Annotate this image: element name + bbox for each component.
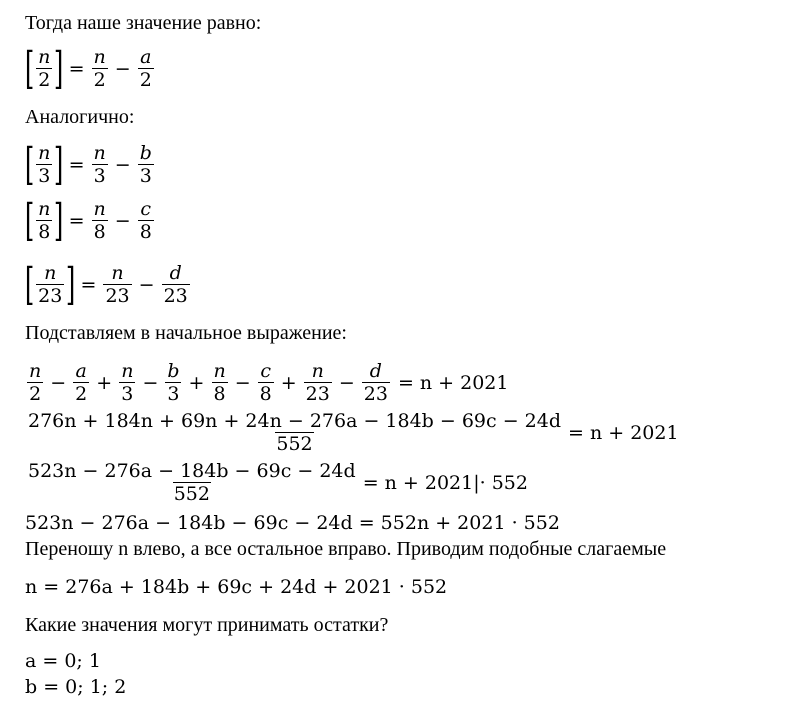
combined-fraction bbox=[27, 410, 562, 455]
floor-bracket-left: [ bbox=[24, 258, 35, 310]
reduced-fraction-equation bbox=[25, 460, 528, 505]
floor-equation-8: [ $\frac{n}{8}$ ] = $\frac{n}{8}$ − $\frac{c}{8}$ bbox=[24, 194, 152, 246]
floor-bracket-right: ] bbox=[54, 138, 64, 190]
floor-bracket-left: [ bbox=[24, 194, 35, 246]
fraction: $\frac{n}{2}$ bbox=[93, 46, 106, 91]
combined-numerator: 276n + 184n + 69n + 24n − 276a − 184b − 69c − 24d bbox=[28, 410, 562, 432]
sum-rhs: = n + 2021 bbox=[397, 371, 509, 394]
combined-rhs: = n + 2021 bbox=[568, 421, 679, 444]
expanded-equation: 523n − 276a − 184b − 69c − 24d = 552n + 2021 · 552 bbox=[25, 512, 560, 534]
sum-equation: $\frac{n}{2}$ − $\frac{a}{2}$ + $\frac{n}{3}$ − $\frac{b}{3}$ + $\frac{n}{8}$ − $\frac{c}{8}$ + $\frac{n}{23}$ − $\frac{d}{23}$ = n + 2021 bbox=[29, 360, 509, 405]
combined-fraction-equation bbox=[25, 410, 679, 455]
result-equation: n = 276a + 184b + 69c + 24d + 2021 · 552 bbox=[25, 576, 448, 598]
reduced-rhs: = n + 2021|· 552 bbox=[362, 471, 528, 494]
floor-equation-2: [ $\frac{n}{2}$ ] = $\frac{n}{2}$ − $\frac{a}{2}$ bbox=[24, 42, 152, 94]
fraction: $\frac{a}{2}$ bbox=[139, 46, 152, 91]
reduced-fraction bbox=[27, 460, 357, 505]
floor-bracket-left: [ bbox=[24, 138, 35, 190]
transfer-text: Переношу n влево, а все остальное вправо. Приводим подобные слагаемые bbox=[25, 538, 667, 560]
remainder-b: b = 0; 1; 2 bbox=[25, 676, 127, 698]
substitute-text: Подставляем в начальное выражение: bbox=[25, 322, 347, 344]
floor-bracket-left: [ bbox=[24, 42, 35, 94]
floor-bracket-right: ] bbox=[54, 194, 64, 246]
similarly-text: Аналогично: bbox=[25, 106, 135, 128]
floor-bracket-right: ] bbox=[54, 42, 64, 94]
question-text: Какие значения могут принимать остатки? bbox=[25, 614, 389, 636]
floor-fraction: $\frac{n}{2}$ bbox=[38, 46, 51, 91]
reduced-numerator: 523n − 276a − 184b − 69c − 24d bbox=[28, 460, 356, 482]
remainder-a: a = 0; 1 bbox=[25, 650, 101, 672]
floor-bracket-right: ] bbox=[66, 258, 76, 310]
combined-denominator: 552 bbox=[276, 433, 313, 455]
floor-equation-3: [ $\frac{n}{3}$ ] = $\frac{n}{3}$ − $\frac{b}{3}$ bbox=[24, 138, 152, 190]
floor-equation-23: [ $\frac{n}{23}$ ] = $\frac{n}{23}$ − $\frac{d}{23}$ bbox=[24, 258, 188, 310]
reduced-denominator: 552 bbox=[173, 483, 210, 505]
intro-text: Тогда наше значение равно: bbox=[25, 12, 262, 34]
